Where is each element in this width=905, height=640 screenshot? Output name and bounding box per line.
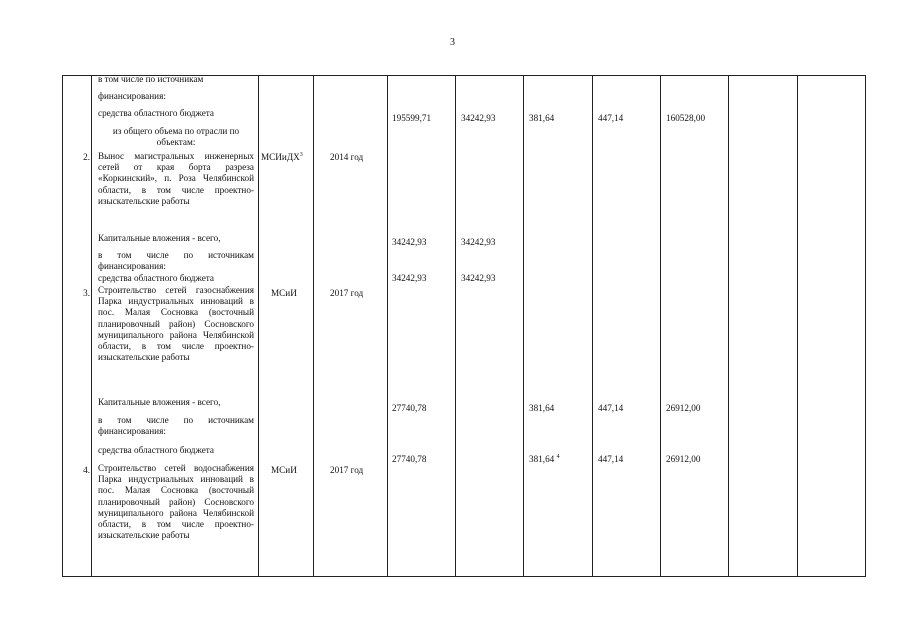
capital-label: Капитальные вложения - всего, [98,233,221,243]
budget-year-value: 160528,00 [666,113,706,123]
capital-value: 34242,93 [461,237,496,247]
object-description: Строительство сетей водоснабжения Парка индустриальных инноваций в пос. Малая Сосновка (восточный планировочный район) Сосновского муниципального района Челябинской области, в том числе проектно-изыскательские работы [98,463,254,541]
column-divider [660,75,661,577]
object-description: Вынос магистральных инженерных сетей от края борта разреза «Коркинский», п. Роза Челябинской области, в том числе проектно-изыскательские работы [98,151,254,206]
budget-year-value: 447,14 [598,113,624,123]
executor-cell: МСиИ [271,288,297,298]
budget-total-value: 195599,71 [392,113,432,123]
year-cell: 2014 год [330,152,364,162]
object-description: Строительство сетей газоснабжения Парка индустриальных инноваций в пос. Малая Сосновка (восточный планировочный район) Сосновского муниципального района Челябинской области, в том числе проектно-изыскательские работы [98,285,254,363]
row-number: 4. [83,465,90,475]
budget-value: 34242,93 [461,273,496,283]
footnote-marker: 3 [299,151,303,158]
sources-label-line: в том числе по источникам [98,74,204,84]
budget-label: средства областного бюджета [98,445,214,455]
budget-value: 26912,00 [666,454,701,464]
capital-value: 381,64 [529,403,555,413]
sources-label-line: финансирования: [98,91,166,101]
column-divider [523,75,524,577]
row-number: 3. [83,288,90,298]
budget-year-value: 381,64 [529,113,555,123]
budget-value: 447,14 [598,454,624,464]
page-number: 3 [450,37,455,48]
budget-year-value: 34242,93 [461,113,496,123]
capital-label: Капитальные вложения - всего, [98,397,221,407]
column-divider [313,75,314,577]
executor-name: МСИиДХ [261,152,300,162]
footnote-marker: 4 [556,453,560,460]
row-number: 2. [83,152,90,162]
capital-value: 447,14 [598,403,624,413]
budget-value: 381,64 [529,454,555,464]
capital-value: 27740,78 [392,403,427,413]
sources-label: в том числе по источникам финансирования: [98,415,254,437]
executor-cell [261,152,303,163]
year-cell: 2017 год [330,465,364,475]
by-objects-label: из общего объема по отрасли по объектам: [112,126,240,148]
sources-label: в том числе по источникам финансирования: [98,250,254,272]
year-cell: 2017 год [330,288,364,298]
column-divider [258,75,259,577]
column-divider [91,75,92,577]
column-divider [728,75,729,577]
column-divider [592,75,593,577]
capital-value: 34242,93 [392,237,427,247]
budget-value-cell [529,454,560,465]
executor-cell: МСиИ [271,465,297,475]
column-divider [455,75,456,577]
budget-value: 34242,93 [392,273,427,283]
budget-label: средства областного бюджета [98,108,214,118]
column-divider [387,75,388,577]
budget-label: средства областного бюджета [98,273,214,283]
budget-value: 27740,78 [392,454,427,464]
column-divider [797,75,798,577]
capital-value: 26912,00 [666,403,701,413]
